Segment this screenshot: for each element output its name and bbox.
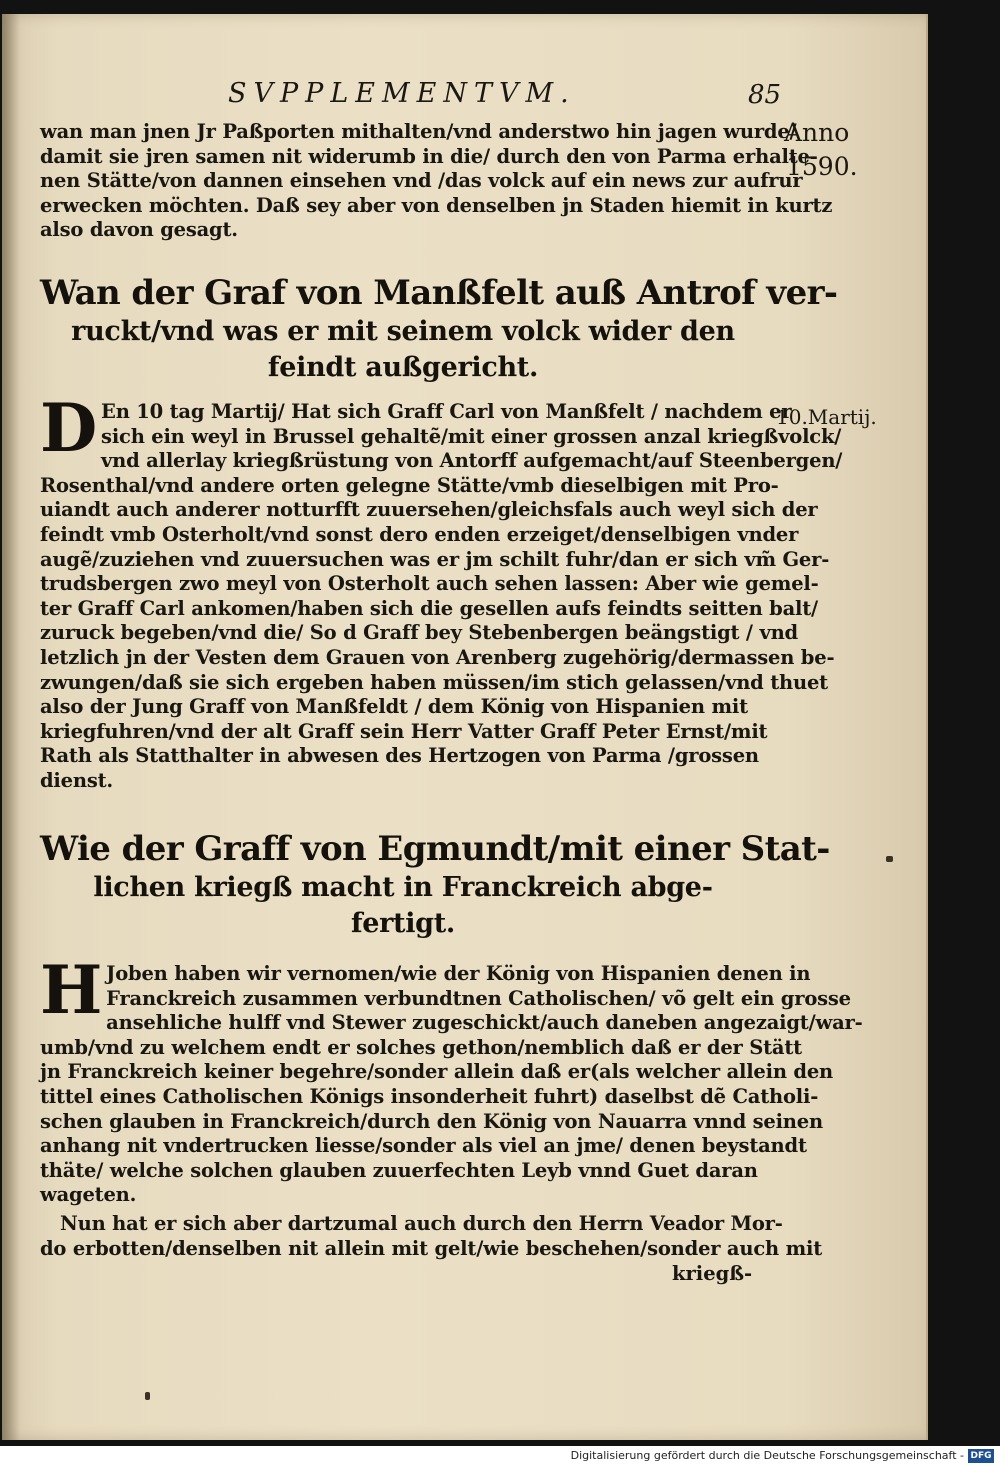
- text-line: wan man jnen Jr Paßporten mithalten/vnd anderstwo hin jagen wurde/: [40, 120, 797, 143]
- text-line: Franckreich zusammen verbundtnen Catholischen/ võ gelt ein grosse: [106, 986, 851, 1010]
- footer-bar: [0, 1446, 1000, 1467]
- margin-note-anno: Anno: [784, 118, 850, 147]
- heading-line: lichen kriegß macht in Franckreich abge-: [93, 872, 713, 903]
- text-line: Joben haben wir vernomen/wie der König von Hispanien denen in: [106, 962, 811, 985]
- text-line: also der Jung Graff von Manßfeldt / dem König von Hispanien mit: [40, 695, 748, 719]
- running-head: SVPPLEMENTVM.: [228, 78, 576, 109]
- paragraph-4: [40, 1212, 823, 1261]
- text-line: kriegfuhren/vnd der alt Graff sein Herr Vatter Graff Peter Ernst/mit: [40, 719, 768, 743]
- text-line: En 10 tag Martij/ Hat sich Graff Carl von Manßfelt / nachdem er: [101, 400, 792, 423]
- margin-note-year: 1590.: [786, 152, 858, 181]
- text-line: Nun hat er sich aber dartzumal auch durch den Herrn Veador Mor-: [60, 1212, 783, 1235]
- text-line: dienst.: [40, 768, 114, 792]
- text-line: vnd allerlay kriegßrüstung von Antorff aufgemacht/auf Steenbergen/: [101, 449, 843, 473]
- text-line: damit sie jren samen nit widerumb in die/ durch den von Parma erhalte-: [40, 144, 818, 168]
- heading-line: ruckt/vnd was er mit seinem volck wider den: [71, 316, 735, 347]
- text-line: erwecken möchten. Daß sey aber von denselben jn Staden hiemit in kurtz: [40, 193, 833, 217]
- text-line: letzlich jn der Vesten dem Grauen von Arenberg zugehörig/dermassen be-: [40, 645, 835, 669]
- dfg-logo: DFG: [968, 1449, 994, 1463]
- paragraph-3: [40, 951, 863, 1208]
- section-heading-1: [40, 272, 838, 386]
- heading-line: feindt außgericht.: [267, 352, 539, 383]
- text-line: also davon gesagt.: [40, 218, 238, 242]
- text-line: feindt vmb Osterholt/vnd sonst dero enden erzeiget/denselbigen vnder: [40, 522, 799, 546]
- text-line: sich ein weyl in Brussel gehaltẽ/mit einer grossen anzal kriegßvolck/: [101, 424, 842, 448]
- text-line: augẽ/zuziehen vnd zuuersuchen was er jm schilt fuhr/dan er sich vm̃ Ger-: [40, 547, 830, 571]
- text-line: thäte/ welche solchen glauben zuuerfechten Leyb vnnd Guet daran: [40, 1158, 758, 1182]
- text-line: anhang nit vndertrucken liesse/sonder als viel an jme/ denen beystandt: [40, 1134, 807, 1158]
- text-line: zuruck begeben/vnd die/ So d Graff bey Stebenbergen beängstigt / vnd: [40, 621, 798, 645]
- funding-credit: Digitalisierung gefördert durch die Deutsche Forschungsgemeinschaft -: [570, 1449, 964, 1462]
- text-line: wageten.: [40, 1183, 137, 1207]
- text-line: umb/vnd zu welchem endt er solches gethon/nemblich daß er der Stätt: [40, 1035, 802, 1059]
- section-heading-2: [40, 828, 830, 942]
- text-line: zwungen/daß sie sich ergeben haben müssen/im stich gelassen/vnd thuet: [40, 670, 828, 694]
- text-line: tittel eines Catholischen Königs insonderheit fuhrt) daselbst dẽ Catholi-: [40, 1084, 819, 1108]
- text-line: do erbotten/denselben nit allein mit gelt/wie beschehen/sonder auch mit: [40, 1236, 823, 1260]
- drop-cap: H: [40, 951, 103, 1029]
- text-line: ter Graff Carl ankomen/haben sich die gesellen aufs feindts seitten balt/: [40, 596, 818, 620]
- gutter-shadow: [2, 14, 20, 1440]
- ink-speck: [145, 1392, 150, 1400]
- text-line: nen Stätte/von dannen einsehen vnd /das volck auf ein news zur aufrur: [40, 169, 803, 193]
- heading-line: Wan der Graf von Manßfelt auß Antrof ver-: [40, 273, 838, 313]
- page-number: 85: [748, 80, 782, 110]
- heading-line: Wie der Graff von Egmundt/mit einer Stat-: [40, 829, 830, 869]
- text-line: schen glauben in Franckreich/durch den König von Nauarra vnnd seinen: [40, 1109, 823, 1133]
- text-line: jn Franckreich keiner begehre/sonder allein daß er(als welcher allein den: [40, 1060, 834, 1084]
- heading-line: fertigt.: [350, 908, 456, 939]
- text-line: trudsbergen zwo meyl von Osterholt auch sehen lassen: Aber wie gemel-: [40, 572, 819, 596]
- text-line: Rath als Statthalter in abwesen des Hertzogen von Parma /grossen: [40, 744, 759, 768]
- ink-speck: [886, 856, 893, 862]
- catchword: kriegß-: [672, 1262, 753, 1285]
- text-line: ansehliche hulff vnd Stewer zugeschickt/auch daneben angezaigt/war-: [106, 1011, 863, 1035]
- margin-note-date: 10.Martij.: [776, 405, 877, 429]
- drop-cap: D: [40, 389, 98, 467]
- text-line: uiandt auch anderer notturfft zuuersehen/gleichsfals auch weyl sich der: [40, 498, 818, 522]
- text-line: Rosenthal/vnd andere orten gelegne Stätte/vmb dieselbigen mit Pro-: [40, 473, 779, 497]
